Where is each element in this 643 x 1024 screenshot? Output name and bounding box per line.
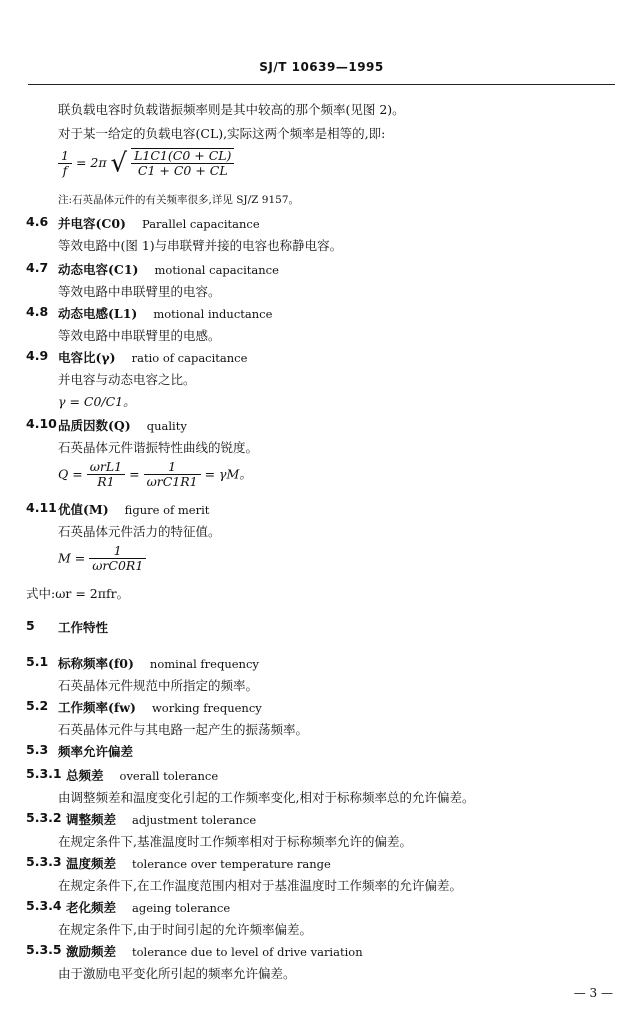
section-body: 在规定条件下,由于时间引起的允许频率偏差。 <box>58 922 312 937</box>
section-number: 4.8 <box>26 304 49 319</box>
title-en: quality <box>146 419 187 433</box>
title-en: motional inductance <box>153 307 273 321</box>
q-den-1: R1 <box>97 474 115 490</box>
q-formula <box>58 460 252 490</box>
title-zh: 温度频差 <box>66 856 117 871</box>
section-number: 5.3.4 <box>26 898 62 913</box>
where-clause: 式中:ωr = 2πfr。 <box>26 586 130 601</box>
q-fraction-2 <box>144 460 201 490</box>
section-body: 石英晶体元件规范中所指定的频率。 <box>58 678 259 693</box>
section-body: 等效电路中串联臂里的电感。 <box>58 328 221 343</box>
section-body: 由于激励电平变化所引起的频率允许偏差。 <box>58 966 296 981</box>
formula-eq: = 2π <box>75 154 107 170</box>
title-en: figure of merit <box>124 503 210 517</box>
title-zh: 电容比(γ) <box>58 350 116 365</box>
section-number: 4.9 <box>26 348 49 363</box>
resonance-formula <box>58 148 234 179</box>
m-num: 1 <box>89 544 146 559</box>
section-title <box>58 304 272 322</box>
title-en: working frequency <box>151 701 262 715</box>
formula-rhs-numerator: L1C1(C0 + CL) <box>131 149 234 164</box>
gamma-formula: γ = C0/C1。 <box>58 394 136 409</box>
section-number: 4.10 <box>26 416 57 431</box>
intro-line-1: 联负载电容时负载谐振频率则是其中较高的那个频率(见图 2)。 <box>58 102 405 117</box>
section-title <box>58 698 262 716</box>
radical-icon: √ <box>110 148 128 179</box>
title-en: Parallel capacitance <box>141 217 260 231</box>
header-rule <box>28 84 615 85</box>
title-en: motional capacitance <box>154 263 279 277</box>
title-zh: 标称频率(f0) <box>58 656 134 671</box>
section-body: 由调整频差和温度变化引起的工作频率变化,相对于标称频率总的允许偏差。 <box>58 790 475 805</box>
m-formula <box>58 544 146 574</box>
q-eq: = <box>129 466 140 482</box>
title-zh: 并电容(C0) <box>58 216 126 231</box>
section-title <box>66 854 331 872</box>
formula-lhs-numerator: 1 <box>58 149 72 164</box>
section-number: 4.7 <box>26 260 49 275</box>
section-number: 5.3 <box>26 742 49 757</box>
title-zh: 总频差 <box>66 768 104 783</box>
section-body: 在规定条件下,基准温度时工作频率相对于标称频率允许的偏差。 <box>58 834 412 849</box>
m-fraction <box>89 544 146 574</box>
title-en: tolerance over temperature range <box>132 857 331 871</box>
section-title <box>66 766 218 784</box>
section-number: 5.3.3 <box>26 854 62 869</box>
formula-lhs-fraction <box>58 149 72 179</box>
section-number: 5.3.5 <box>26 942 62 957</box>
formula-lhs-denominator: f <box>62 162 68 178</box>
q-tail: = γM。 <box>204 466 252 482</box>
title-zh: 动态电感(L1) <box>58 306 138 321</box>
q-lhs: Q = <box>58 466 83 482</box>
section-title <box>58 214 260 232</box>
section-body: 等效电路中串联臂里的电容。 <box>58 284 221 299</box>
section-title <box>58 654 259 672</box>
formula-sqrt <box>111 148 235 179</box>
section-number: 4.11 <box>26 500 57 515</box>
page-number: — 3 — <box>573 986 613 1000</box>
section-title <box>58 260 279 278</box>
formula-rhs-fraction <box>131 149 234 179</box>
q-den-2: ωrC1R1 <box>146 474 198 490</box>
title-en: ratio of capacitance <box>131 351 248 365</box>
section-number: 5.1 <box>26 654 49 669</box>
page-header: SJ/T 10639—1995 <box>259 60 384 74</box>
section-number: 5.3.2 <box>26 810 62 825</box>
section-body: 等效电路中(图 1)与串联臂并接的电容也称静电容。 <box>58 238 343 253</box>
section-title <box>58 742 133 760</box>
title-zh: 调整频差 <box>66 812 117 827</box>
section-number: 4.6 <box>26 214 49 229</box>
section-body: 石英晶体元件活力的特征值。 <box>58 524 221 539</box>
section-title <box>66 942 363 960</box>
m-lhs: M = <box>58 550 86 566</box>
section-number: 5 <box>26 618 35 633</box>
title-zh: 老化频差 <box>66 900 117 915</box>
section-title <box>58 348 247 366</box>
note: 注:石英晶体元件的有关频率很多,详见 SJ/Z 9157。 <box>58 194 300 206</box>
formula-rhs-denominator: C1 + C0 + CL <box>137 163 228 179</box>
intro-line-2: 对于某一给定的负载电容(CL),实际这两个频率是相等的,即: <box>58 126 386 141</box>
section-body: 并电容与动态电容之比。 <box>58 372 196 387</box>
title-zh: 激励频差 <box>66 944 117 959</box>
title-en: nominal frequency <box>149 657 259 671</box>
section-body: 石英晶体元件与其电路一起产生的振荡频率。 <box>58 722 309 737</box>
section-body: 石英晶体元件谐振特性曲线的锐度。 <box>58 440 259 455</box>
title-zh: 频率允许偏差 <box>58 744 134 759</box>
title-en: overall tolerance <box>119 769 219 783</box>
section-number: 5.2 <box>26 698 49 713</box>
title-zh: 优值(M) <box>58 502 109 517</box>
title-zh: 工作频率(fw) <box>58 700 136 715</box>
title-en: tolerance due to level of drive variation <box>132 945 363 959</box>
section-title <box>66 898 230 916</box>
title-zh: 动态电容(C1) <box>58 262 139 277</box>
section-number: 5.3.1 <box>26 766 62 781</box>
section-title <box>66 810 256 828</box>
title-en: adjustment tolerance <box>132 813 257 827</box>
section-heading: 工作特性 <box>58 620 109 635</box>
m-den: ωrC0R1 <box>92 558 144 574</box>
title-en: ageing tolerance <box>132 901 231 915</box>
section-body: 在规定条件下,在工作温度范围内相对于基准温度时工作频率的允许偏差。 <box>58 878 462 893</box>
q-fraction-1 <box>87 460 125 490</box>
q-num-1: ωrL1 <box>87 460 125 475</box>
q-num-2: 1 <box>144 460 201 475</box>
section-title <box>58 500 209 518</box>
title-zh: 品质因数(Q) <box>58 418 131 433</box>
section-title <box>58 416 187 434</box>
